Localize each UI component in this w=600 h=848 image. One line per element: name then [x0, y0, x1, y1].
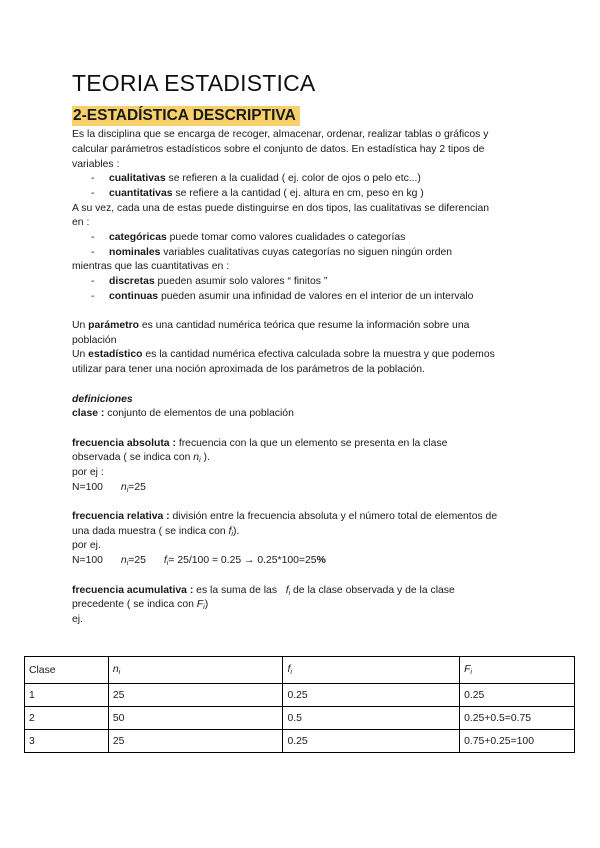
cell-fi: 0.5	[283, 707, 460, 730]
list-item: - discretas pueden asumir solo valores “ finitos ”	[91, 276, 328, 287]
list-item: - cuantitativas se refiere a la cantidad ( ej. altura en cm, peso en kg )	[91, 188, 424, 199]
page-title: TEORIA ESTADISTICA	[72, 70, 316, 96]
rel-example: N=100 $n_i=25$ $f_i= 25/100 = 0.25 \to 0.25*100=25\%$	[72, 555, 326, 567]
cell-ni: 50	[108, 707, 283, 730]
cell-clase: 1	[25, 684, 109, 707]
rel-por-ej: por ej.	[72, 540, 101, 551]
table-row	[25, 730, 575, 753]
quantitative-intro: mientras que las cuantitativas en :	[72, 261, 230, 272]
estadistico-line-2: utilizar para tener una noción aproximada de los parámetros de la población.	[72, 364, 425, 375]
section-heading: 2-ESTADÍSTICA DESCRIPTIVA	[72, 106, 300, 126]
intro-line-3: variables :	[72, 159, 120, 170]
list-item: - categóricas puede tomar como valores cualidades o categorías	[91, 232, 406, 243]
subdivision-line-2: en :	[72, 217, 90, 228]
cell-clase: 3	[25, 730, 109, 753]
subdivision-line-1: A su vez, cada una de estas puede distinguirse en dos tipos, las cualitativas se diferencian	[72, 203, 490, 214]
table-row	[25, 707, 575, 730]
clase-definition: clase : conjunto de elementos de una población	[72, 408, 294, 419]
acum-ej: ej.	[72, 614, 83, 625]
intro-line-2: calcular parámetros estadísticos sobre el conjunto de datos. En estadística hay 2 tipos de	[72, 144, 485, 155]
frequency-table	[24, 656, 575, 753]
abs-example: N=100 $n_i=25$	[72, 482, 146, 494]
list-item: - continuas pueden asumir una infinidad de valores en el interior de un intervalo	[91, 291, 474, 302]
parametro-line-2: población	[72, 335, 117, 346]
acum-line-2: precedente ( se indica con $F_i$)	[72, 599, 209, 611]
list-item: - cualitativas se refieren a la cualidad ( ej. color de ojos o pelo etc...)	[91, 173, 421, 184]
cell-ni: 25	[108, 730, 283, 753]
definitions-heading: definiciones	[72, 394, 133, 405]
abs-line-2: observada ( se indica con $n_i$ ).	[72, 452, 210, 464]
intro-line-1: Es la disciplina que se encarga de recoger, almacenar, ordenar, realizar tablas o gráficos y	[72, 129, 489, 140]
parametro-definition: Un parámetro es una cantidad numérica teórica que resume la información sobre una	[72, 320, 470, 331]
rel-line-2: una dada muestra ( se indica con $f_i$).	[72, 526, 240, 538]
cell-fi: 0.25	[283, 684, 460, 707]
header-fi: $f_i$	[283, 657, 460, 684]
cell-Fi: 0.25+0.5=0.75	[460, 707, 575, 730]
rel-definition: frecuencia relativa : división entre la frecuencia absoluta y el número total de elementos de	[72, 511, 498, 522]
table-row	[25, 684, 575, 707]
header-ni: $n_i$	[108, 657, 283, 684]
cell-Fi: 0.75+0.25=100	[460, 730, 575, 753]
cell-Fi: 0.25	[460, 684, 575, 707]
table-header-row	[25, 657, 575, 684]
cell-ni: 25	[108, 684, 283, 707]
cell-clase: 2	[25, 707, 109, 730]
abs-por-ej: por ej :	[72, 467, 104, 478]
acum-definition: frecuencia acumulativa : es la suma de las $f_i$ de la clase observada y de la clase	[72, 585, 455, 597]
estadistico-definition: Un estadístico es la cantidad numérica efectiva calculada sobre la muestra y que podemos	[72, 349, 495, 360]
list-item: - nominales variables cualitativas cuyas categorías no siguen ningún orden	[91, 247, 453, 258]
header-clase: Clase	[25, 657, 109, 684]
cell-fi: 0.25	[283, 730, 460, 753]
abs-definition: frecuencia absoluta : frecuencia con la que un elemento se presenta en la clase	[72, 438, 448, 449]
header-Fi: $F_i$	[460, 657, 575, 684]
